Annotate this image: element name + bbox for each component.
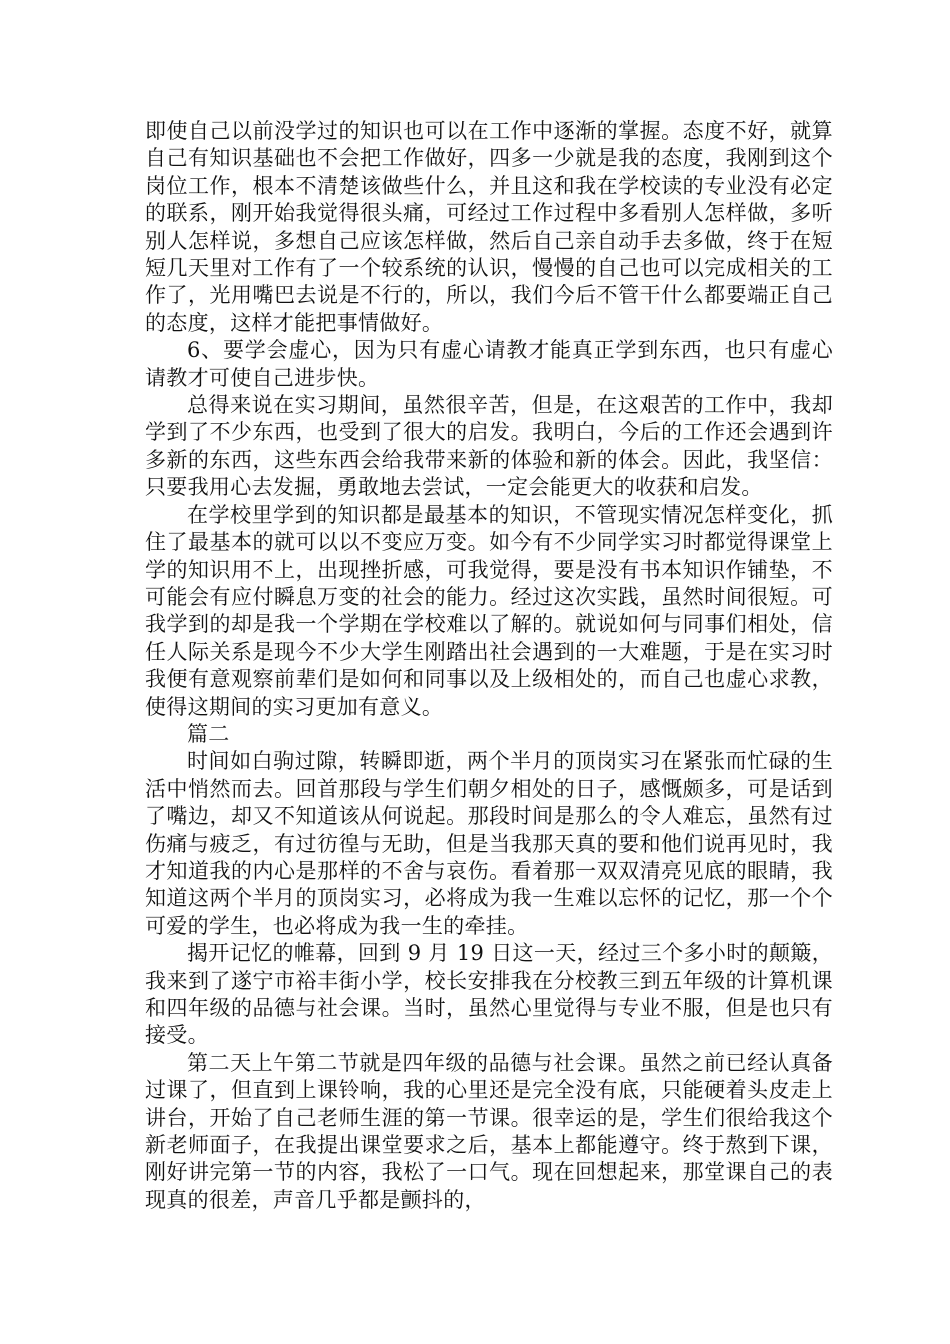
paragraph-summary: 总得来说在实习期间，虽然很辛苦，但是，在这艰苦的工作中，我却学到了不少东西，也受到了很大的启发。我明白，今后的工作还会遇到许多新的东西，这些东西会给我带来新的体验和新的体会。因此，我坚信：只要我用心去发掘，勇敢地去尝试，一定会能更大的收获和启发。 — [145, 393, 833, 500]
paragraph-point-6: 6、要学会虚心，因为只有虚心请教才能真正学到东西，也只有虚心请教才可使自己进步快。 — [145, 338, 833, 390]
section-heading: 篇二 — [187, 721, 230, 746]
paragraph-first-class: 第二天上午第二节就是四年级的品德与社会课。虽然之前已经认真备过课了，但直到上课铃响，我的心里还是完全没有底，只能硬着头皮走上讲台，开始了自己老师生涯的第一节课。很幸运的是，学生们很给我这个新老师面子，在我提出课堂要求之后，基本上都能遵守。终于熬到下课，刚好讲完第一节的内容，我松了一口气。现在回想起来，那堂课自己的表现真的很差，声音几乎都是颤抖的， — [145, 1050, 833, 1212]
document-body — [145, 118, 833, 1214]
paragraph-attitude: 即使自己以前没学过的知识也可以在工作中逐渐的掌握。态度不好，就算自己有知识基础也不会把工作做好，四多一少就是我的态度，我刚到这个岗位工作，根本不清楚该做些什么，并且这和我在学校读的专业没有必定的联系，刚开始我觉得很头痛，可经过工作过程中多看别人怎样做，多听别人怎样说，多想自己应该怎样做，然后自己亲自动手去多做，终于在短短几天里对工作有了一个较系统的认识，慢慢的自己也可以完成相关的工作了，光用嘴巴去说是不行的，所以，我们今后不管干什么都要端正自己的态度，这样才能把事情做好。 — [145, 119, 833, 335]
paragraph-school-knowledge: 在学校里学到的知识都是最基本的知识，不管现实情况怎样变化，抓住了最基本的就可以以不变应万变。如今有不少同学实习时都觉得课堂上学的知识用不上，出现挫折感，可我觉得，要是没有书本知识作铺垫，不可能会有应付瞬息万变的社会的能力。经过这次实践，虽然时间很短。可我学到的却是我一个学期在学校难以了解的。就说如何与同事们相处，信任人际关系是现今不少大学生刚踏出社会遇到的一大难题，于是在实习时我便有意观察前辈们是如何和同事以及上级相处的，而自己也虚心求教，使得这期间的实习更加有意义。 — [145, 502, 833, 719]
paragraph-memory: 揭开记忆的帷幕，回到 9 月 19 日这一天，经过三个多小时的颠簸，我来到了遂宁市裕丰街小学，校长安排我在分校教三到五年级的计算机课和四年级的品德与社会课。当时，虽然心里觉得与专业不服，但是也只有接受。 — [145, 941, 833, 1048]
paragraph-time-flies: 时间如白驹过隙，转瞬即逝，两个半月的顶岗实习在紧张而忙碌的生活中悄然而去。回首那段与学生们朝夕相处的日子，感慨颇多，可是话到了嘴边，却又不知道该从何说起。那段时间是那么的令人难忘，虽然有过伤痛与疲乏，有过彷徨与无助，但是当我那天真的要和他们说再见时，我才知道我的内心是那样的不舍与哀伤。看着那一双双清亮见底的眼睛，我知道这两个半月的顶岗实习，必将成为我一生难以忘怀的记忆，那一个个可爱的学生，也必将成为我一生的牵挂。 — [145, 749, 833, 938]
